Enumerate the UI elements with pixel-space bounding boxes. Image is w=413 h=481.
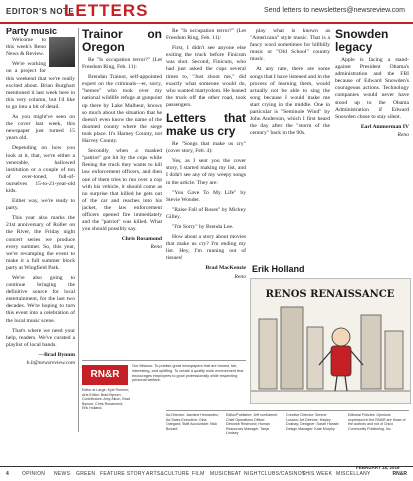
footer-nav-miscellany[interactable]: MISCELLANY [336,471,371,477]
cartoon-credit: Erik Holland [252,264,305,274]
paragraph: Brendan Trainor, self-appointed expert on the criminals—er, sorry, "heroes" who took over my national wildlife refuge at gunpoint up there by Lake Malheur, knows so much about the situation that he doesn't even know the name of the doomed county where the siege took place. It's Harney County, not Harvey County. [82,74,162,145]
letter-signature: Earl Ammerman IV [360,123,409,130]
editor-signature: —Brad Bynum [38,351,75,358]
send-letters-link[interactable]: Send letters to newsletters@newsreview.com [264,7,405,14]
paragraph: Apple is facing a stand-against President Obama's administration and the FBI because of Edward Snowden's courageous actions. Technology companies would never have stood up to the Obama Administration if Edward Snowden chose to stay silent. [335,57,409,120]
paragraph: play what is known as "Americana" style music. That is a fancy word sometimes for hillbilly music or "Old School" country music. [250,28,330,63]
staff-column: Ad Director: Jasmine Hernandez; Ad Sales Executive: Gina Odegard; Staff Accountant: Nick Bovard [166,413,219,431]
letter-location: Reno [397,131,409,138]
masthead-staff: Editor at Large: Kyle Roerink; Arts Editor: Brad Bynum; Contributors: Amy Alkon, Brad Bynum, Chris Rosamond, Erik Holland. [82,388,130,410]
footer-nav-musicbeat[interactable]: MUSICBEAT [210,471,242,477]
staff-column: Creative Director: Serene Lusano; Art Director: Hayley Doshay; Designer: Sarah Hansel; Design Manager: Kate Murphy [286,413,340,431]
paragraph: "You Gave To My Life" by Stevie Wonder. [166,189,246,203]
letter-headline: Snowden legacy [335,28,389,54]
editorial-cartoon [250,278,411,404]
staff-column: Editor/Publisher: Jeff vonKaenel; Chief Operations Officer: Deborah Redmond; Human Resources Manager: Tanja Lindsey [226,413,279,435]
paragraph: This year also marks the 21st anniversary of Roller on the River, the Friday night concert series we produce every summer. So, this year, we're revamping the event to make it a full summer block party at Wingfield Park. [6,215,75,271]
footer-nav-arts[interactable]: ARTS&CULTURE [146,471,190,477]
letter-continued [250,28,330,272]
footer-nav-film[interactable]: FILM [192,471,205,477]
issue-date: FEBRUARY 18, 2016 [356,465,400,470]
paragraph: That's where we need your help, readers. We've curated a playlist of local bands. [6,327,75,348]
paragraph: As you might've seen on the cover last week, this newspaper just turned 15 years old. [6,114,75,142]
footer-nav-nightclubs[interactable]: NIGHTCLUBS/CASINOS [244,471,306,477]
footer-nav-green[interactable]: GREEN [76,471,96,477]
cartoon-illustration [251,279,410,403]
paragraph: Re "Is occupation terror?" (Let Freedom Ring, Feb. 11): [82,57,162,71]
letter-trainor [82,28,162,384]
paragraph: Re "Is occupation terror?" (Let Freedom Ring, Feb. 11): [166,28,246,42]
paragraph: Secondly when a masked "patriot" got hit by the cops while fleeing the truck they wants to kill law enforcement officers, and then one of them tries to run over a cop with his vehicle, it should come as no surprise that killed he gets out of the car and reaches into his jacket, the law enforcement officers opened fire immediately and the "patriot" was killed. What you should possibly say. [82,148,162,233]
paragraph: "I'm Sorry" by Brenda Lee. [172,223,234,230]
paragraph: First, I didn't see anyone else exiting the truck before Finicum was shot. Second, Finicum, who had just asked the cops several times to, "Just shoot me," did exactly what someone would do, who wanted martyrdom. He leaned the truck off the other road, took passengers. [166,45,246,108]
paragraph: Depending on how you look at it, that, we're either a venerable, hallowed institution or a couple of ton of over-toned, full-of-ourselves 15-to-21-year-old kids. [6,145,75,194]
editor-photo [49,37,75,67]
editors-note-column [6,28,79,432]
footer-nav-news[interactable]: NEWS [54,471,71,477]
page-footer [0,466,413,481]
staff-box [166,410,409,465]
paragraph: Welcome to this week's Reno News & Review. [6,37,46,58]
publication-logo: RN&R [82,365,128,385]
page-header [0,0,413,24]
page-number: 4 [6,471,9,477]
editors-note-headline: Party music [6,28,58,36]
paragraph: Either way, we're ready to party. [6,198,75,212]
publication-name: RN&R [392,471,407,477]
paragraph: "Raise Fall of Roses" by Mickey Gilley. [166,206,246,220]
editor-email[interactable]: b.b@newsreview.com [26,360,75,367]
staff-column: Editorial Policies: Opinions expressed in the RN&R are those of the authors and not of Chico Community Publishing, Inc. [348,413,406,431]
paragraph: We're working on a project for this weekend that we're really excited about. Brian Burghart mentioned it last week here in this very column, but I'd like to go into a bit of detail. [6,61,75,110]
paragraph: Yes, as I sent you the cover story, I started making my list, and I didn't see any of my weepy songs in the article. They are: [166,158,246,186]
letter-signature: Brad MacKenzie [205,265,246,272]
footer-nav-thisweek[interactable]: THIS WEEK [302,471,333,477]
paragraph: Re "Songs that make us cry" (cover story, Feb. 4): [166,141,246,155]
paragraph: At any rate, there are some songs that I have listened and in the process of learning them, would actually not be able to sing the song because I would make me start crying in the middle. One in particular is "Seminole Wind" by John Anderson, which I first heard the day after the "storm of the century" back in the 90s. [250,66,330,137]
letter-signature: Chris Rosamond [121,236,162,243]
letter-location: Reno [150,244,162,251]
cartoon-caption: RENOS RENAISSANCE [265,289,395,300]
mission-statement: Our Mission: To publish great newspapers that are honest, fair, interesting, and uplifting. To create a quality work environment that encourages employees to grow professionally while respecting personal welfare. [132,364,244,383]
paragraph: How about a story about movies that make us cry? I'm ending my list. Hey, I'm running out of tissues! [166,234,246,262]
paragraph: We're also going to continue bringing the definitive source for local entertainment, for the last two decades. We're hoping to turn this event into a celebration of the local music scene. [6,275,75,324]
letter-location: Reno [234,273,246,280]
kicker-label: EDITOR'S NOTE [6,7,75,16]
footer-nav-opinion[interactable]: OPINION [22,471,46,477]
section-title: LETTERS [64,1,149,20]
footer-nav-feature[interactable]: FEATURE STORY [100,471,146,477]
letter-snowden [335,28,409,272]
letter-headline: Letters that make us cry [166,111,246,139]
letter-headline: Trainor on Oregon [82,28,162,54]
